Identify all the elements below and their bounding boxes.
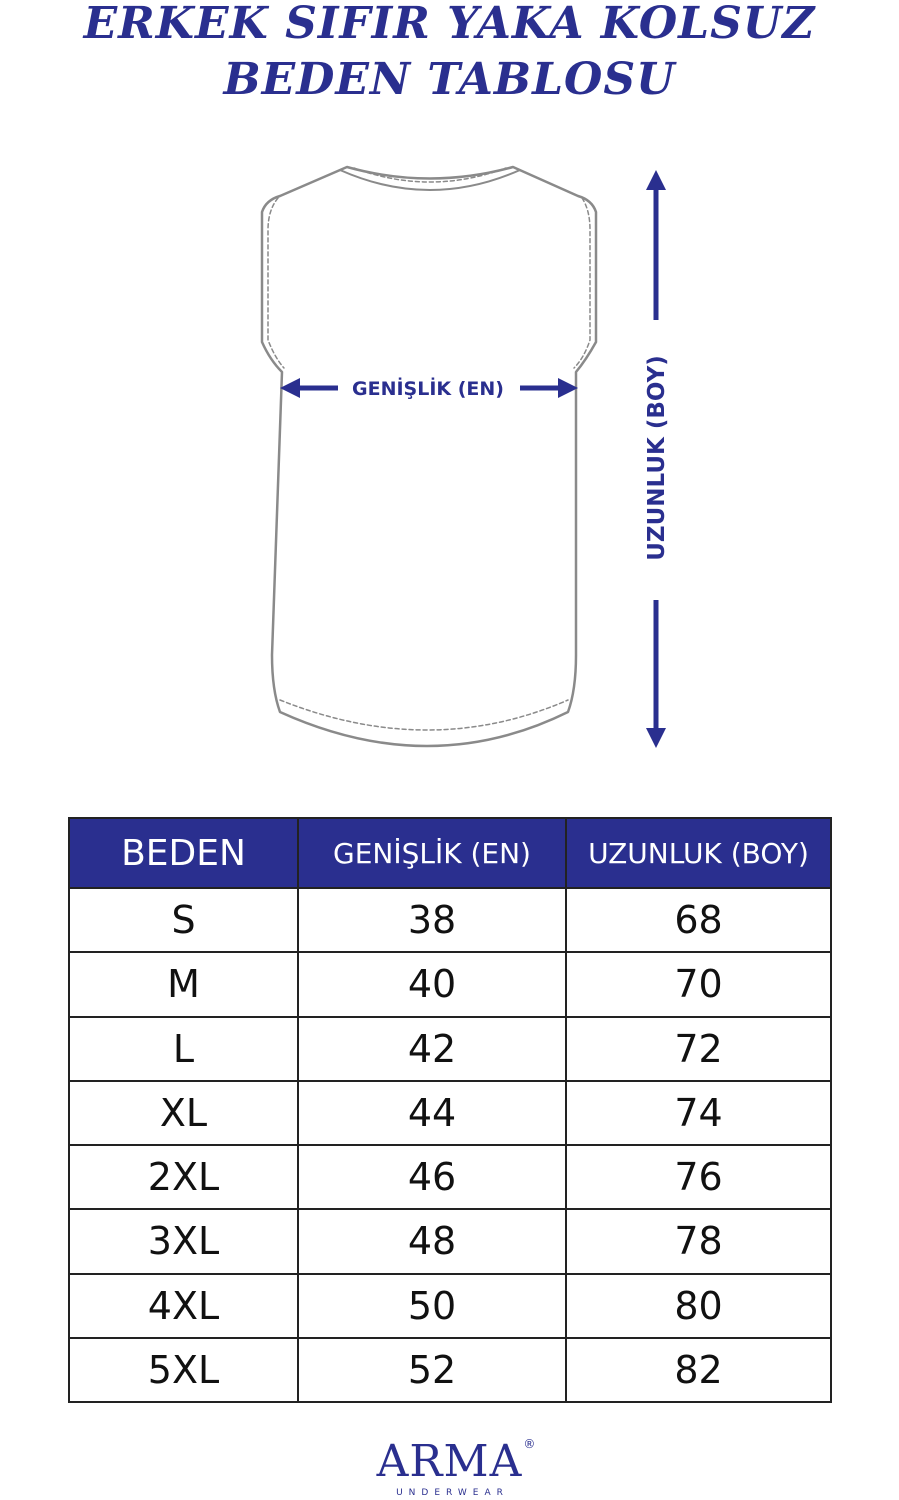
width-label: GENİŞLİK (EN) (352, 378, 504, 400)
sleeveless-tshirt-icon (262, 167, 596, 746)
length-cell: 68 (566, 888, 831, 952)
size-cell: 4XL (69, 1274, 298, 1338)
header-width: GENİŞLİK (EN) (298, 818, 566, 888)
length-cell: 70 (566, 952, 831, 1016)
width-cell: 52 (298, 1338, 566, 1402)
table-row (69, 952, 831, 1016)
table-row (69, 1209, 831, 1273)
width-cell: 48 (298, 1209, 566, 1273)
width-cell: 38 (298, 888, 566, 952)
size-table (68, 817, 832, 1403)
width-measure (290, 376, 568, 400)
width-cell: 44 (298, 1081, 566, 1145)
table-row (69, 1338, 831, 1402)
width-cell: 42 (298, 1017, 566, 1081)
page-title-line-2: BEDEN TABLOSU (223, 54, 676, 105)
width-cell: 40 (298, 952, 566, 1016)
length-cell: 82 (566, 1338, 831, 1402)
size-cell: 2XL (69, 1145, 298, 1209)
size-cell: M (69, 952, 298, 1016)
length-cell: 74 (566, 1081, 831, 1145)
brand-tagline: UNDERWEAR (396, 1488, 509, 1498)
header-size: BEDEN (69, 818, 298, 888)
table-row (69, 1017, 831, 1081)
width-cell: 46 (298, 1145, 566, 1209)
width-cell: 50 (298, 1274, 566, 1338)
size-cell: 3XL (69, 1209, 298, 1273)
registered-mark: ® (523, 1437, 537, 1451)
length-cell: 80 (566, 1274, 831, 1338)
length-cell: 72 (566, 1017, 831, 1081)
brand-name-text: ARMA (376, 1436, 523, 1487)
size-cell: L (69, 1017, 298, 1081)
table-header-row (69, 818, 831, 888)
table-row (69, 1081, 831, 1145)
size-cell: S (69, 888, 298, 952)
length-cell: 76 (566, 1145, 831, 1209)
length-cell: 78 (566, 1209, 831, 1273)
size-cell: 5XL (69, 1338, 298, 1402)
table-row (69, 1145, 831, 1209)
garment-diagram (0, 150, 899, 770)
table-row (69, 1274, 831, 1338)
brand-name (376, 1436, 537, 1487)
header-length: UZUNLUK (BOY) (566, 818, 831, 888)
length-measure (644, 180, 670, 738)
length-label: UZUNLUK (BOY) (644, 355, 670, 561)
size-cell: XL (69, 1081, 298, 1145)
brand-logo (0, 1436, 899, 1498)
table-row (69, 888, 831, 952)
page-title-line-1: ERKEK SIFIR YAKA KOLSUZ (83, 0, 816, 49)
